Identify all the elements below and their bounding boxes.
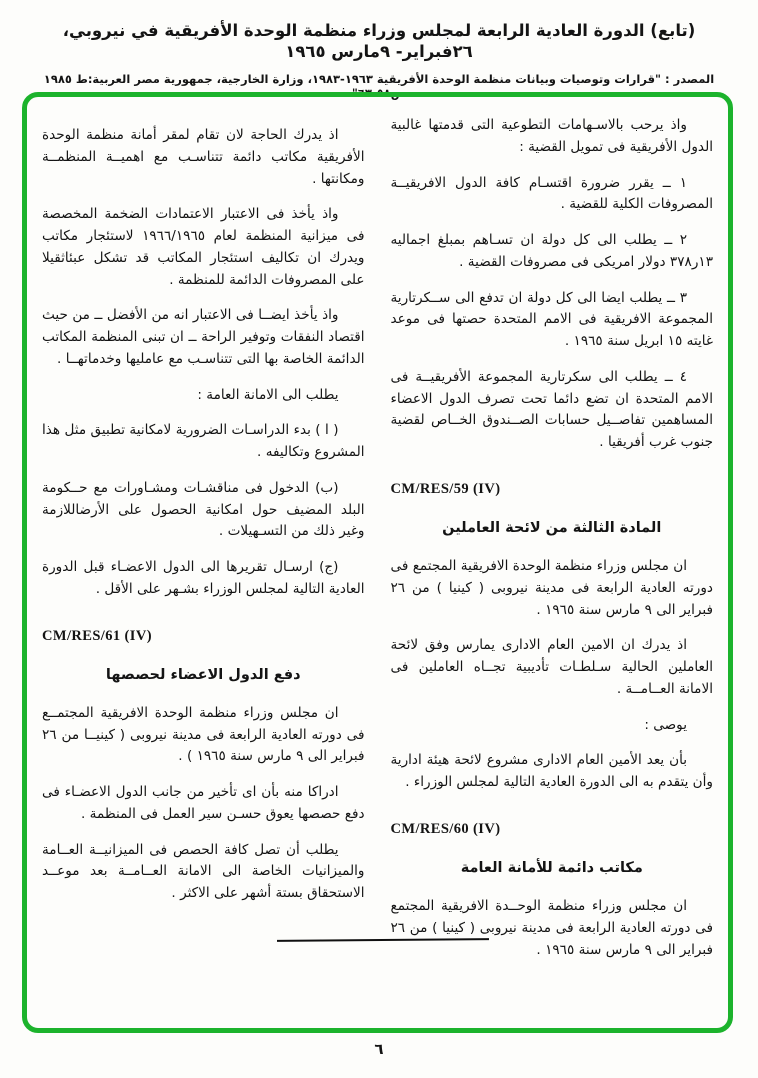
content-frame (22, 92, 733, 1033)
source-line: المصدر : "قرارات وتوصيات وبيانات منظمة الوحدة الأفريقية ١٩٦٣-١٩٨٣، وزارة الخارجية، جمهورية مصر العربية:ط ١٩٨٥ ص٥٨-٦٣" (43, 71, 715, 100)
body-paragraph: ( ا ) بدء الدراسـات الضرورية لامكانية تطبيق مثل هذا المشروع وتكاليفه . (42, 422, 365, 460)
resolution-heading: دفع الدول الاعضاء لحصصها (105, 666, 301, 683)
body-paragraph: ١ ــ يقرر ضرورة اقتسـام كافة الدول الافريقيــة المصروفات الكلية للقضية . (390, 174, 713, 213)
page-header (0, 0, 758, 100)
body-paragraph: اذ يدرك ان الامين العام الادارى يمارس وفق لائحة العاملين الحالية سـلطـات تأديبية تجــاه العاملين فى الامانة العــامــة . (390, 637, 713, 697)
body-paragraph: ادراكا منه بأن اى تأخير من جانب الدول الاعضـاء فى دفع حصصها يعوق حسـن سير العمل فى المنظمة . (42, 784, 365, 822)
body-paragraph: اذ يدرك الحاجة لان تقام لمقر أمانة منظمة الوحدة الأفريقية مكاتب دائمة تتناسـب مع اهميــة المنظمــة ومكانتها . (42, 127, 365, 187)
page-number: ٦ (374, 1040, 384, 1058)
resolution-reference: CM/RES/59 (IV) (390, 480, 501, 497)
body-paragraph: ان مجلس وزراء منظمة الوحدة الافريقية المجتمــع فى دورته العادية الرابعة فى مدينة نيروبى ( كينيــا من ٢٦ فبراير الى ٩ مارس سنة ١٩٦٥ ) . (42, 704, 365, 765)
body-paragraph: واذ يأخذ ايضــا فى الاعتبار انه من الأفضل ــ من حيث اقتصاد النفقات وتوفير الراحة ــ ان تبنى المنظمة المكاتب الدائمة الخاصة بها التى تتناسـب مع عامليها وخدماتهــا . (42, 307, 365, 367)
body-paragraph: ان مجلس وزراء منظمة الوحدة الافريقية المجتمع فى دورته العادية الرابعة فى مدينة نيروبى ( كينيا ) من ٢٦ فبراير الى ٩ مارس سنة ١٩٦٥ . (390, 558, 713, 618)
body-paragraph: ٢ ــ يطلب الى كل دولة ان تسـاهم بمبلغ اجماليه ١٣ر٣٧٨ دولار امريكى فى مصروفات القضية . (390, 232, 713, 270)
body-paragraph: واذ يرحب بالاسـهامات التطوعية التى قدمتها غالبية الدول الأفريقية فى تمويل القضية : (390, 117, 713, 155)
resolution-heading: المادة الثالثة من لائحة العاملين (442, 519, 662, 536)
resolution-reference: CM/RES/60 (IV) (390, 820, 501, 837)
body-paragraph: يطلب أن تصل كافة الحصص فى الميزانيــة العــامة والميزانيات الخاصة الى الامانة العــامــة بعد موعــد الاستحقاق بستة أشهر على الاكثر . (42, 841, 365, 902)
body-paragraph: (ب) الدخول فى مناقشـات ومشـاورات مع حــكومة البلد المضيف حول امكانية الحصول على الأرضاللازمة وغير ذلك من التسـهيلات . (42, 479, 365, 540)
body-paragraph: بأن يعد الأمين العام الادارى مشروع لائحة هيئة ادارية وأن يتقدم به الى الدورة العادية التالية لمجلس الوزراء . (390, 752, 713, 791)
body-paragraph: يطلب الى الامانة العامة : (197, 386, 339, 403)
body-paragraph: ان مجلس وزراء منظمة الوحــدة الافريقية المجتمع فى دورته العادية الرابعة فى مدينة نيروبى ( كينيا ) من ٢٦ فبراير الى ٩ مارس سنة ١٩٦٥ . (390, 898, 713, 958)
column-right (391, 115, 714, 976)
two-column-layout (27, 97, 728, 976)
body-paragraph: (ج) ارسـال تقريرها الى الدول الاعضـاء قبل الدورة العادية التالية لمجلس الوزراء بشـهر على الأقل . (42, 559, 365, 597)
body-paragraph: واذ يأخذ فى الاعتبار الاعتمادات الضخمة المخصصة فى ميزانية المنظمة لعام ١٩٦٦/١٩٦٥ لاستئجار مكاتب ويدرك ان تكاليف استئجار المكاتب قد تشكل عبئاثقيلا على المصروفات الدائمة للمنظمة . (42, 206, 365, 288)
resolution-heading: مكاتب دائمة للأمانة العامة (460, 860, 643, 877)
resolution-reference: CM/RES/61 (IV) (42, 627, 152, 644)
document-title: (تابع) الدورة العادية الرابعة لمجلس وزراء منظمة الوحدة الأفريقية في نيروبي، ٢٦فبراير- ٩مارس ١٩٦٥ (62, 21, 696, 62)
body-paragraph: يوصى : (644, 716, 687, 733)
body-paragraph: ٤ ــ يطلب الى سكرتارية المجموعة الأفريقيــة فى الامم المتحدة ان تضع دائما تحت تصرف الدول الاعضاء المساهمين تفاصــيل حسابات الصــندوق الخــاص لقضية جنوب غرب أفريقيا . (390, 368, 713, 450)
body-paragraph: ٣ ــ يطلب ايضا الى كل دولة ان تدفع الى ســكرتارية المجموعة الافريقية فى الامم المتحدة حصتها فى موعد غايته ١٥ ابريل سنة ١٩٦٥ . (390, 289, 713, 349)
column-left (42, 115, 365, 976)
